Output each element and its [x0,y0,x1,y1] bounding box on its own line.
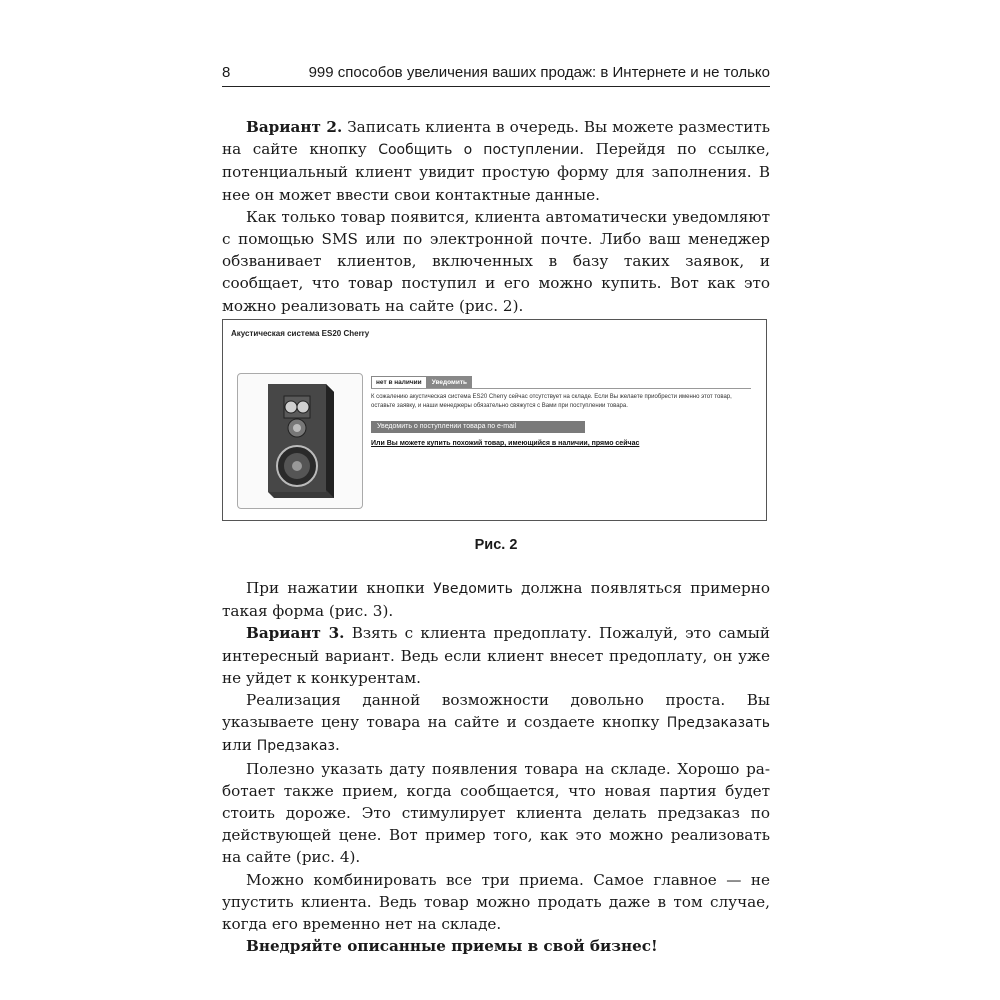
paragraph-combine: Можно комбинировать все три приема. Самое главное — не упустить клиента. Ведь товар можно продать даже в том случае, когда его временно нет на складе. [222,870,770,934]
tab-notify: Уведомить [427,376,472,389]
paragraph-stock-date: Полезно указать дату появления товара на складе. Хорошо работает также прием, когда сообщается, что новая партия будет стоить дороже. Это стимулирует клиента делать предзаказ по действующей цене. Вот пример того, как это можно реализовать на сайте (рис. 4). [222,759,770,867]
speaker-icon [238,374,362,508]
button-name-inline: Сообщить о поступлении [378,142,580,159]
tab-out-of-stock: нет в наличии [371,376,427,389]
button-name-inline: Предзаказать [666,715,770,732]
paragraph-variant-3: Вариант 3. Взять с клиента предоплату. Пожалуй, это самый интересный вариант. Ведь если клиент внесет предоплату, он уже не уйдет к конкурентам. [222,624,771,687]
paragraph-implementation: Реализация данной возможности довольно проста. Вы указываете цену товара на сайте и создаете кнопку Предзаказать или Предзаказ. [222,691,770,755]
page-header [222,64,770,81]
paragraph-call-to-action: Внедряйте описанные приемы в свой бизнес! [246,937,658,956]
product-image [237,373,363,509]
similar-product-link: Или Вы можете купить похожий товар, имеющийся в наличии, прямо сейчас [371,440,640,447]
paragraph-variant-2: Вариант 2. Записать клиента в очередь. Вы можете разместить на сайте кнопку Сообщить о поступлении. Перейдя по ссылке, потенциальный клиент увидит простую форму для заполнения. В нее он может ввести свои контактные данные. [222,118,770,204]
out-of-stock-notice: К сожалению акустическая система ES20 Cherry сейчас отсутствует на складе. Если Вы желаете приобрести именно этот товар, оставьте заявку, и наши менеджеры обязательно свяжутся с Вами при поступлении товара. [371,394,732,409]
notify-by-email-button: Уведомить о поступлении товара по e-mail [371,421,585,433]
figure-caption: Рис. 2 [474,537,518,553]
running-title: 999 способов увеличения ваших продаж: в Интернете и не только [308,64,770,81]
page-number: 8 [222,64,231,81]
variant-3-label: Вариант 3. [246,624,345,643]
header-rule [222,86,770,87]
product-title: Акустическая система ES20 Cherry [231,329,370,338]
variant-2-label: Вариант 2. [246,118,343,136]
text-block-top [222,116,770,317]
figure-screenshot [222,319,767,521]
paragraph-notification: Как только товар появится, клиента автоматически уведомляют с помощью SMS или по электронной почте. Либо ваш менеджер обзванивает клиентов, включенных в базу таких заявок, и сообщает, что товар поступил и его можно купить. Вот как это можно реализовать на сайте (рис. 2). [222,207,770,315]
button-name-inline: Уведомить [433,581,513,597]
text-block-bottom [222,577,770,957]
button-name-inline: Предзаказ [256,738,335,755]
paragraph-notify-form: При нажатии кнопки Уведомить должна появляться примерно такая форма (рис. 3). [222,579,770,621]
tab-divider [371,388,751,389]
